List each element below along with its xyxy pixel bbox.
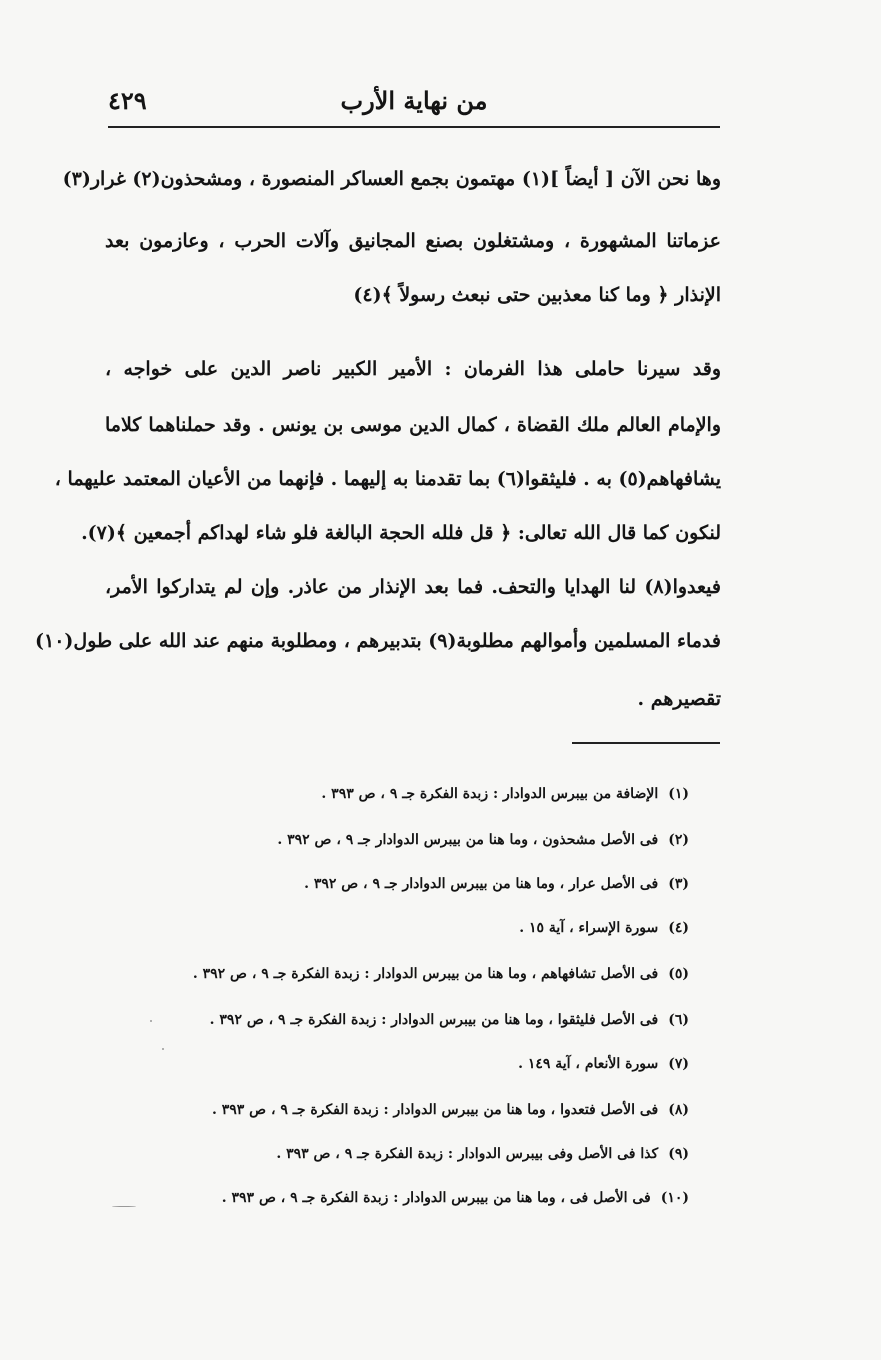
footnote-number: (٩): [668, 1146, 689, 1162]
footnote: [519, 920, 689, 936]
page-number: ٤٢٩: [108, 86, 147, 115]
footnote: [518, 1056, 689, 1072]
footnote-number: (٧): [668, 1056, 689, 1072]
print-speck: [150, 1020, 152, 1022]
footnote: [212, 1102, 689, 1118]
footnote-number: (١): [668, 786, 689, 802]
footnote-text: فى الأصل فتعدوا ، وما هنا من بيبرس الدوادار : زبدة الفكرة جـ ٩ ، ص ٣٩٣ .: [211, 1102, 659, 1118]
page-header: [108, 82, 720, 126]
footnote: [210, 1012, 689, 1028]
footnote: [193, 966, 689, 982]
footnote-text: سورة الإسراء ، آية ١٥ .: [519, 920, 659, 936]
running-title: من نهاية الأرب: [340, 86, 488, 115]
footnote-number: (٨): [668, 1102, 689, 1118]
footnote-number: (٢): [668, 832, 689, 848]
footnote: [321, 786, 689, 802]
footnote-text: فى الأصل تشافهاهم ، وما هنا من بيبرس الدوادار : زبدة الفكرة جـ ٩ ، ص ٣٩٢ .: [192, 966, 659, 982]
footnote-number: (٦): [668, 1012, 689, 1028]
body-line: الإنذار ﴿ وما كنا معذبين حتى نبعث رسولاً ﴾(٤): [353, 284, 721, 306]
footnote: [277, 832, 689, 848]
body-line: لنكون كما قال الله تعالى: ﴿ قل فلله الحجة البالغة فلو شاء لهداكم أجمعين ﴾(٧).: [81, 522, 721, 544]
print-speck: [162, 1048, 164, 1050]
footnote-number: (٤): [668, 920, 689, 936]
body-line: يشافهاهم(٥) به . فليثقوا(٦) بما تقدمنا به إليهما . فإنهما من الأعيان المعتمد عليهما ،: [54, 468, 721, 490]
body-line: عزماتنا المشهورة ، ومشتغلون بصنع المجانيق وآلات الحرب ، وعازمون بعد: [105, 230, 721, 252]
footnote-text: سورة الأنعام ، آية ١٤٩ .: [518, 1056, 659, 1072]
header-rule: [108, 126, 720, 128]
footnote-text: فى الأصل فى ، وما هنا من بيبرس الدوادار : زبدة الفكرة جـ ٩ ، ص ٣٩٣ .: [221, 1190, 651, 1206]
footnote-rule: [572, 742, 720, 744]
footnote-number: (٣): [668, 876, 689, 892]
footnote-text: الإضافة من بيبرس الدوادار : زبدة الفكرة جـ ٩ ، ص ٣٩٣ .: [321, 786, 659, 802]
body-line: والإمام العالم ملك القضاة ، كمال الدين موسى بن يونس . وقد حملناهما كلاما: [105, 414, 721, 436]
body-line: تقصيرهم .: [637, 688, 721, 710]
print-speck: [112, 1206, 136, 1207]
footnote-number: (٥): [668, 966, 689, 982]
footnote: [276, 1146, 689, 1162]
body-line: وها نحن الآن [ أيضاً ](١) مهتمون بجمع العساكر المنصورة ، ومشحذون(٢) غرار(٣): [62, 168, 721, 190]
footnote-text: فى الأصل مشحذون ، وما هنا من بيبرس الدوادار جـ ٩ ، ص ٣٩٢ .: [277, 832, 659, 848]
footnote: [222, 1190, 689, 1206]
footnote-text: فى الأصل عرار ، وما هنا من بيبرس الدوادار جـ ٩ ، ص ٣٩٢ .: [304, 876, 659, 892]
footnote-text: كذا فى الأصل وفى بيبرس الدوادار : زبدة الفكرة جـ ٩ ، ص ٣٩٣ .: [276, 1146, 659, 1162]
footnote-text: فى الأصل فليثقوا ، وما هنا من بيبرس الدوادار : زبدة الفكرة جـ ٩ ، ص ٣٩٢ .: [209, 1012, 659, 1028]
footnote-number: (١٠): [660, 1190, 689, 1206]
footnote: [304, 876, 689, 892]
body-line: وقد سيرنا حاملى هذا الفرمان : الأمير الكبير ناصر الدين على خواجه ،: [105, 358, 721, 380]
body-line: فيعدوا(٨) لنا الهدايا والتحف. فما بعد الإنذار من عاذر. وإن لم يتداركوا الأمر،: [105, 576, 721, 598]
body-line: فدماء المسلمين وأموالهم مطلوبة(٩) بتدبيرهم ، ومطلوبة منهم عند الله على طول(١٠): [35, 630, 721, 652]
